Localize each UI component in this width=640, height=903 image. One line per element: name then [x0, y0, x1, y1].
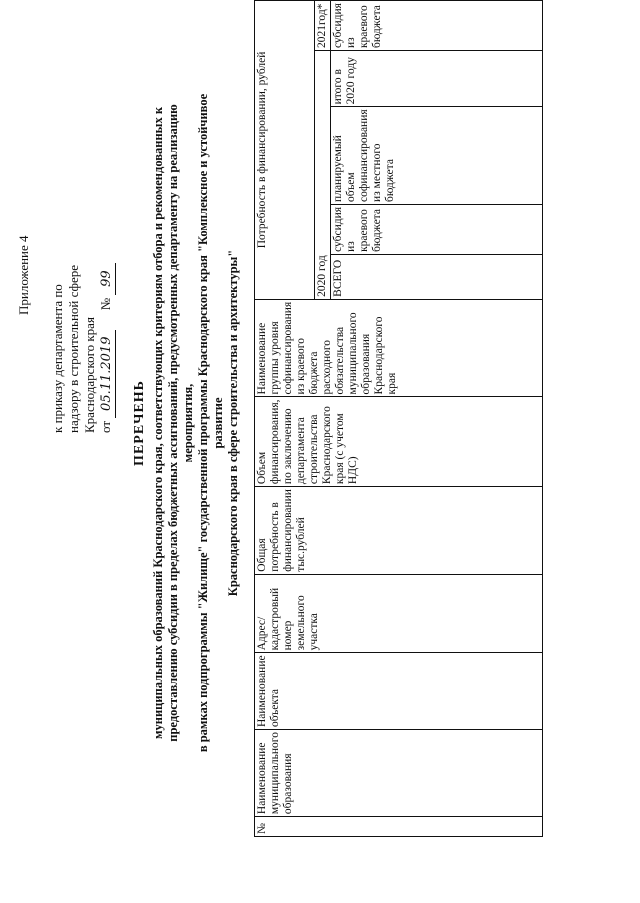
header-planned-local: планируемый объем софинансирования из местного бюджета — [331, 107, 543, 205]
header-year-2020: 2020 год — [315, 51, 331, 300]
number-prefix: № — [98, 297, 113, 311]
heading-line-1: муниципальных образований Краснодарского края, соответствующих критериям отбора и рекомендованных к — [151, 106, 165, 740]
order-date: 05.11.2019 — [99, 330, 116, 418]
document-heading — [132, 93, 241, 753]
appendix-line-3: Краснодарского края — [82, 317, 97, 433]
header-subsidy-regional: субсидия из краевого бюджета — [331, 204, 543, 254]
header-total-need: Общая потребность в финансировании тыс.рублей — [255, 487, 543, 575]
header-total: ВСЕГО — [331, 254, 543, 299]
appendix-date-line — [98, 33, 116, 433]
header-municipality: Наименование муниципального образования — [255, 730, 543, 817]
header-year-2021: 2021год* — [315, 1, 331, 51]
heading-main: ПЕРЕЧЕНЬ — [132, 380, 147, 466]
objects-table — [254, 0, 543, 837]
appendix-line-1: к приказу департамента по — [50, 284, 65, 433]
heading-line-4: Краснодарского края в сфере строительства и архитектуры" — [226, 249, 240, 597]
header-num: № — [255, 817, 543, 837]
header-volume: Объем финансирования, по заключению департамента строительства Краснодарского края (с учетом НДС) — [255, 397, 543, 487]
header-object: Наименование объекта — [255, 653, 543, 730]
header-address: Адрес/кадастровый номер земельного участка — [255, 574, 543, 653]
header-need: Потребность в финансировании, рублей — [255, 1, 315, 300]
header-subsidy-2021: субсидия из краевого бюджета — [331, 1, 543, 51]
header-group: Наименование группы уровня софинансирования из краевого бюджета расходного обязательства муниципального образования Краснодарского края — [255, 299, 543, 397]
appendix-block — [16, 33, 116, 433]
date-prefix: от — [98, 420, 113, 433]
heading-line-2: предоставлению субсидии в пределах бюджетных ассигнований, предусмотренных департаменту на реализацию мероприятия, — [166, 104, 195, 742]
heading-line-3: в рамках подпрограммы "Жилище" государственной программы Краснодарского края "Комплексное и устойчивое развитие — [196, 93, 225, 753]
appendix-line-2: надзору в строительной сфере — [66, 264, 81, 433]
header-total-2020: итого в 2020 году — [331, 51, 543, 107]
appendix-title: Приложение 4 — [16, 235, 31, 315]
order-number: 99 — [99, 263, 116, 295]
